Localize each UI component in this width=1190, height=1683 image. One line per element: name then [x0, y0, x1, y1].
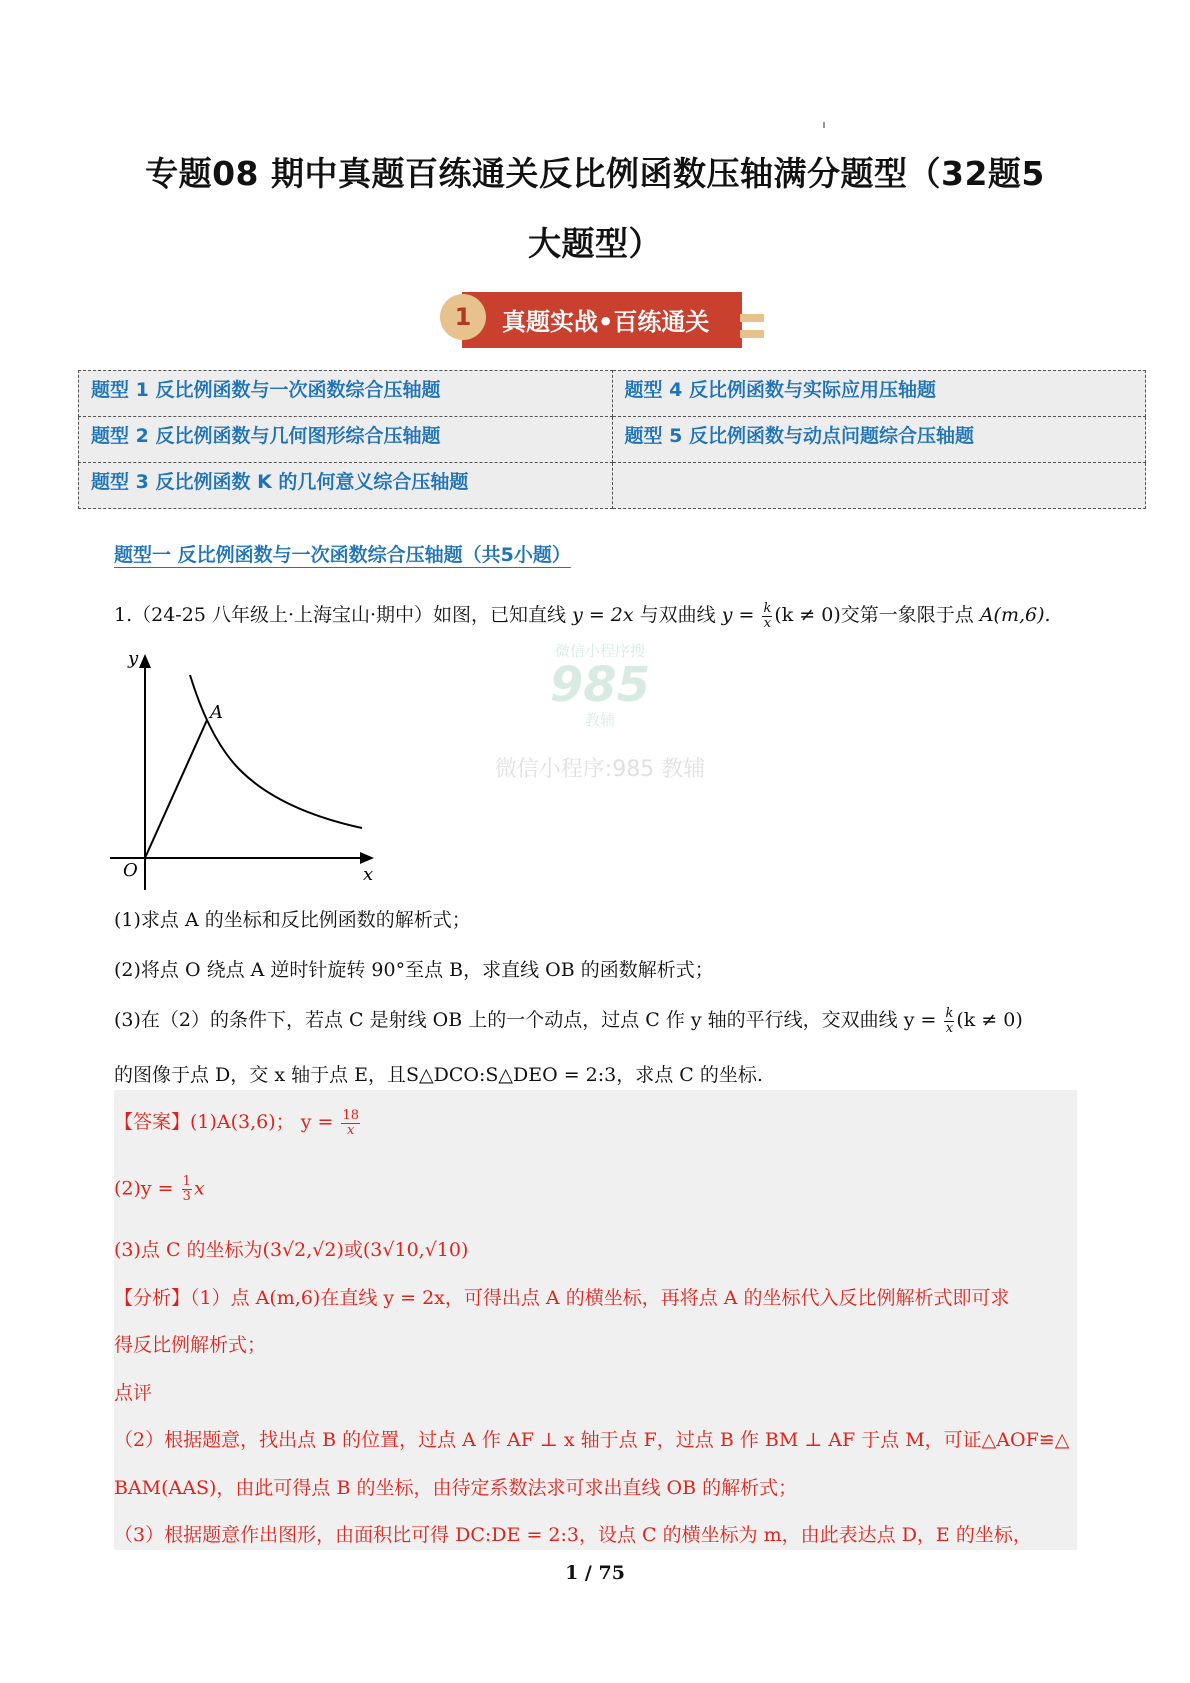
question-part-3: [114, 1005, 1023, 1036]
condition: (k ≠ 0): [774, 604, 841, 626]
section-heading-link[interactable]: 题型一 反比例函数与一次函数综合压轴题（共5小题）: [114, 544, 571, 566]
origin-label: O: [123, 860, 138, 881]
section-banner: [440, 290, 770, 352]
table-row: [79, 417, 1146, 463]
banner-number-badge: 1: [440, 294, 486, 340]
watermark: [470, 640, 730, 790]
curve-lhs: y =: [721, 604, 761, 626]
question-part-2: (2)将点 O 绕点 A 逆时针旋转 90°至点 B，求直线 OB 的函数解析式；: [114, 959, 714, 981]
line-equation: y = 2x: [572, 604, 634, 626]
answer-1: [114, 1107, 362, 1138]
toc-link-type1[interactable]: 题型 1 反比例函数与一次函数综合压轴题: [79, 371, 613, 417]
toc-link-type5[interactable]: 题型 5 反比例函数与动点问题综合压轴题: [612, 417, 1146, 463]
point-a-label: A: [210, 702, 223, 723]
fraction-denominator: x: [945, 1020, 954, 1036]
analysis-2: （2）根据题意，找出点 B 的位置，过点 A 作 AF ⊥ x 轴于点 F，过点 B 作 BM ⊥ AF 于点 M，可证△AOF≌△: [114, 1429, 1070, 1451]
banner-tab-decoration: [740, 314, 764, 322]
question-stem: [114, 600, 1051, 631]
page-indicator: 1 / 75: [565, 1562, 625, 1584]
fraction-numerator: 1: [182, 1174, 191, 1189]
x-axis-label: x: [363, 864, 374, 885]
toc-empty-cell: [612, 463, 1146, 509]
fraction-numerator: k: [763, 600, 772, 616]
watermark-top: 微信小程序搜: [554, 642, 645, 660]
y-axis-label: y: [128, 648, 139, 669]
banner-label: 真题实战•百练通关: [502, 308, 710, 336]
analysis-2-cont: BAM(AAS)，由此可得点 B 的坐标，由待定系数法求可求出直线 OB 的解析式；: [114, 1477, 798, 1499]
fraction-denominator: x: [763, 615, 772, 631]
table-row: [79, 371, 1146, 417]
page-title-line1: 专题08 期中真题百练通关反比例函数压轴满分题型（32题5: [145, 154, 1045, 193]
fraction-numerator: k: [945, 1005, 954, 1021]
toc-link-type4[interactable]: 题型 4 反比例函数与实际应用压轴题: [612, 371, 1146, 417]
question-prefix: 1.（24-25 八年级上·上海宝山·期中）如图，已知直线: [114, 604, 573, 626]
watermark-sub: 教辅: [584, 711, 615, 729]
fraction-numerator: 18: [342, 1107, 359, 1123]
comment-label: 点评: [114, 1382, 153, 1404]
page-title-line2: 大题型）: [528, 224, 662, 263]
toc-link-type2[interactable]: 题型 2 反比例函数与几何图形综合压轴题: [79, 417, 613, 463]
point-a: A(m,6).: [979, 604, 1051, 626]
coordinate-figure: [100, 640, 400, 900]
answer-2: [114, 1175, 205, 1204]
answer-2-var: x: [193, 1177, 205, 1200]
fraction-denominator: x: [347, 1122, 355, 1138]
question-suffix: 交第一象限于点: [840, 604, 980, 626]
fraction-k-over-x: [762, 602, 772, 631]
x-axis-arrow-icon: [360, 852, 374, 864]
analysis-1-cont: 得反比例解析式；: [114, 1334, 267, 1356]
table-row: [79, 463, 1146, 509]
analysis-1: 【分析】（1）点 A(m,6)在直线 y = 2x，可得出点 A 的横坐标，再将点 A 的坐标代入反比例解析式即可求: [114, 1287, 1010, 1309]
watermark-bottom: 微信小程序:985 教辅: [494, 757, 706, 782]
fraction-k-over-x: [944, 1007, 954, 1036]
part3-condition: (k ≠ 0): [956, 1009, 1023, 1031]
y-axis-arrow-icon: [139, 654, 151, 668]
toc-link-type3[interactable]: 题型 3 反比例函数 K 的几何意义综合压轴题: [79, 463, 613, 509]
topic-table: [78, 370, 1146, 509]
question-part-3-cont: 的图像于点 D，交 x 轴于点 E，且S△DCO:S△DEO = 2:3，求点 C 的坐标.: [114, 1064, 763, 1086]
fraction-denominator: 3: [182, 1189, 191, 1204]
fraction-1-over-3: [182, 1175, 192, 1204]
stray-mark: [823, 122, 825, 128]
banner-tab-decoration: [740, 330, 764, 338]
question-part-1: (1)求点 A 的坐标和反比例函数的解析式；: [114, 909, 471, 931]
answer-1-text: 【答案】(1)A(3,6)； y =: [114, 1111, 340, 1133]
answer-2-text: (2)y =: [114, 1177, 180, 1200]
fraction-18-over-x: [341, 1109, 360, 1138]
part3-text: (3)在（2）的条件下，若点 C 是射线 OB 上的一个动点，过点 C 作 y 轴的平行线，交双曲线 y =: [114, 1009, 943, 1031]
watermark-logo: 985: [549, 657, 651, 713]
question-mid: 与双曲线: [633, 604, 722, 626]
analysis-3: （3）根据题意作出图形，由面积比可得 DC:DE = 2:3，设点 C 的横坐标为 m，由此表达点 D，E 的坐标，: [114, 1524, 1032, 1546]
answer-3: (3)点 C 的坐标为(3√2,√2)或(3√10,√10): [114, 1239, 469, 1261]
